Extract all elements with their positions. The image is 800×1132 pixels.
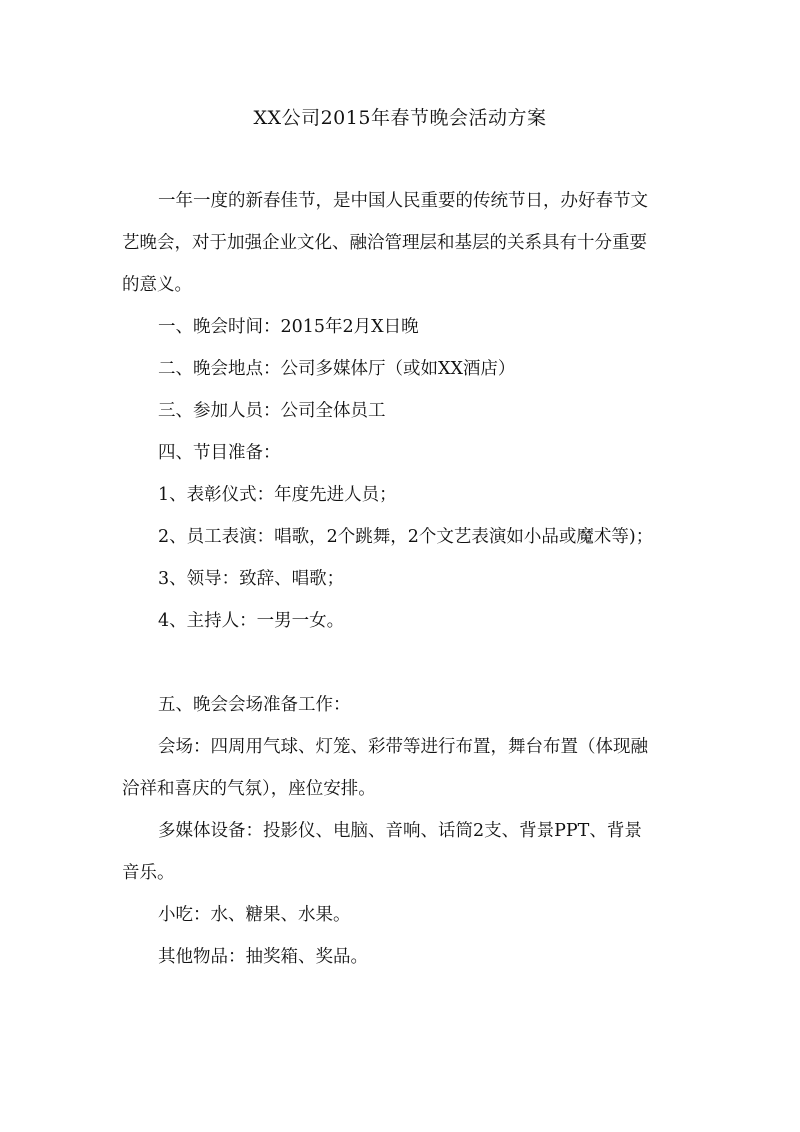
media-prep-line-2: 音乐。 <box>122 863 175 883</box>
snacks-line: 小吃：水、糖果、水果。 <box>158 905 351 925</box>
document-title: XX公司2015年春节晚会活动方案 <box>253 107 547 129</box>
media-prep-line-1: 多媒体设备：投影仪、电脑、音响、话筒2支、背景PPT、背景 <box>158 821 642 841</box>
program-item: 4、主持人：一男一女。 <box>158 611 345 631</box>
venue-prep-line-1: 会场：四周用气球、灯笼、彩带等进行布置，舞台布置（体现融 <box>158 737 648 757</box>
program-item: 2、员工表演：唱歌，2个跳舞，2个文艺表演如小品或魔术等)； <box>158 527 654 547</box>
intro-line-3: 的意义。 <box>122 275 192 295</box>
other-items-line: 其他物品：抽奖箱、奖品。 <box>158 947 368 967</box>
event-participants: 三、参加人员：公司全体员工 <box>158 401 386 421</box>
event-time: 一、晚会时间：2015年2月X日晚 <box>158 317 419 337</box>
program-item: 3、领导：致辞、唱歌； <box>158 569 345 589</box>
event-venue: 二、晚会地点：公司多媒体厅（或如XX酒店） <box>158 359 516 379</box>
intro-line-1: 一年一度的新春佳节，是中国人民重要的传统节日，办好春节文 <box>158 191 648 211</box>
venue-prep-line-2: 洽祥和喜庆的气氛），座位安排。 <box>122 779 376 799</box>
program-heading: 四、节目准备： <box>158 443 281 463</box>
prep-heading: 五、晚会会场准备工作： <box>158 695 351 715</box>
program-item: 1、表彰仪式：年度先进人员； <box>158 485 397 505</box>
intro-line-2: 艺晚会，对于加强企业文化、融洽管理层和基层的关系具有十分重要 <box>122 233 647 253</box>
